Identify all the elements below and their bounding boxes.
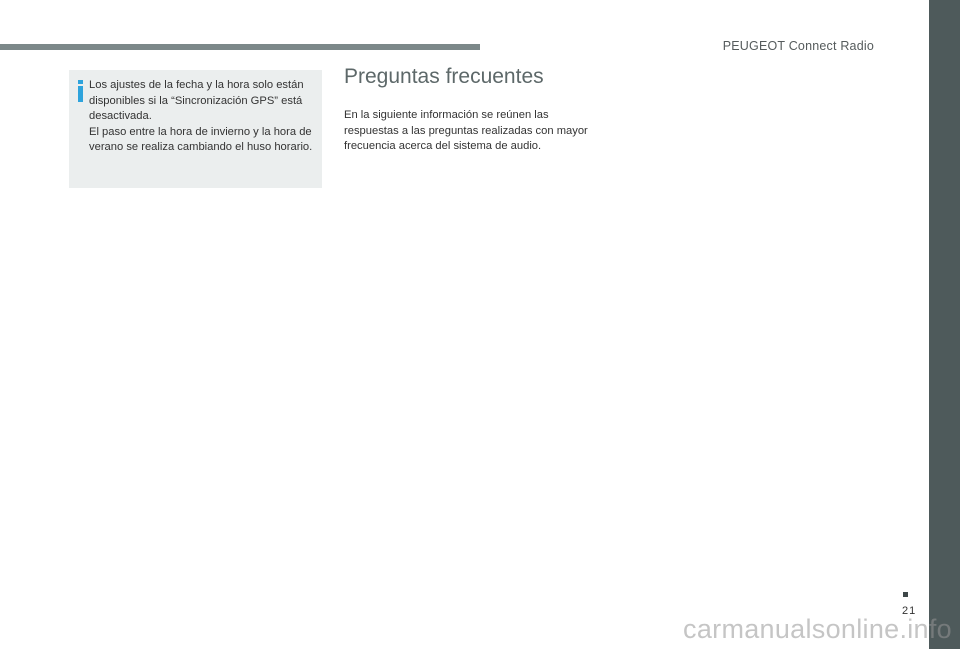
info-note-paragraph-2: El paso entre la hora de invierno y la hora de verano se realiza cambiando el huso horario. (89, 125, 313, 153)
page-side-bar (929, 0, 960, 649)
info-note-text (89, 78, 317, 156)
page-marker (903, 592, 908, 597)
info-note-paragraph-1: Los ajustes de la fecha y la hora solo están disponibles si la “Sincronización GPS” está desactivada. (89, 79, 304, 122)
info-icon (78, 80, 83, 102)
watermark: carmanualsonline.info (683, 614, 952, 644)
info-icon-dot (78, 80, 83, 84)
header-rule (0, 44, 480, 50)
info-icon-stem (78, 86, 83, 102)
info-note-box (69, 70, 322, 188)
section-body-text: En la siguiente información se reúnen las respuestas a las preguntas realizadas con mayor frecuencia acerca del sistema de audio. (344, 109, 588, 152)
manual-title: PEUGEOT Connect Radio (722, 39, 874, 53)
section-title: Preguntas frecuentes (344, 65, 544, 88)
page-number: 21 (902, 605, 917, 617)
